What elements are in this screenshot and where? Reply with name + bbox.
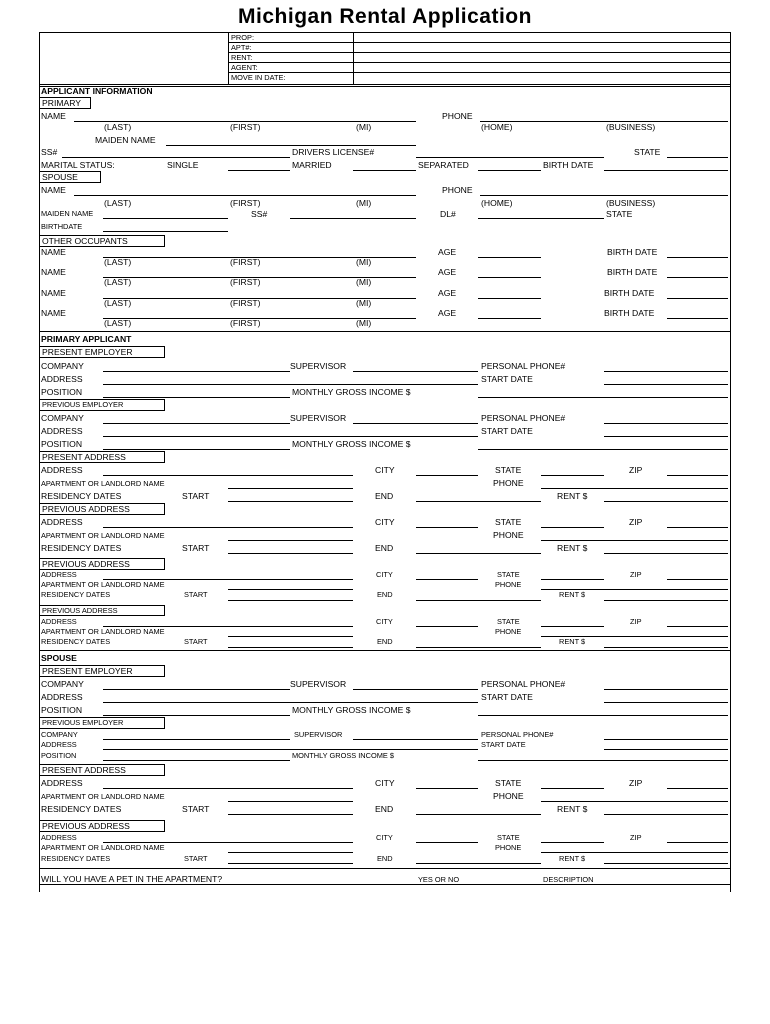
spouse-prev-landlord-phone-field[interactable] bbox=[541, 852, 728, 853]
address-label: ADDRESS bbox=[41, 570, 77, 579]
end-label: END bbox=[375, 491, 394, 501]
header-box bbox=[39, 32, 731, 87]
zip-label: ZIP bbox=[629, 517, 643, 527]
state-label: STATE bbox=[495, 517, 522, 527]
last-caption: (LAST) bbox=[104, 257, 132, 267]
spouse-state-field[interactable] bbox=[541, 788, 604, 789]
prev-employer-address-field[interactable] bbox=[103, 436, 478, 437]
state-label: STATE bbox=[495, 465, 522, 475]
residency-dates-label: RESIDENCY DATES bbox=[41, 804, 122, 814]
prev-landlord-phone-1-field[interactable] bbox=[541, 540, 728, 541]
section-divider bbox=[39, 868, 731, 869]
spouse-ss-label: SS# bbox=[251, 209, 268, 219]
landlord-label: APARTMENT OR LANDLORD NAME bbox=[41, 627, 165, 636]
single-field[interactable] bbox=[228, 170, 290, 171]
residency-dates-label: RESIDENCY DATES bbox=[41, 543, 122, 553]
monthly-income-label: MONTHLY GROSS INCOME $ bbox=[292, 439, 411, 449]
prev-end-3-field[interactable] bbox=[416, 647, 541, 648]
prev-city-3-field[interactable] bbox=[416, 626, 478, 627]
separated-label: SEPARATED bbox=[418, 160, 469, 170]
landlord-label: APARTMENT OR LANDLORD NAME bbox=[41, 479, 165, 488]
spouse-phone-field[interactable] bbox=[480, 195, 728, 196]
last-caption: (LAST) bbox=[104, 318, 132, 328]
prev-state-2-field[interactable] bbox=[541, 579, 604, 580]
married-label: MARRIED bbox=[292, 160, 332, 170]
apt-label: APT#: bbox=[231, 43, 252, 52]
last-caption: (LAST) bbox=[104, 277, 132, 287]
spouse-prev-personal-phone-field[interactable] bbox=[604, 739, 728, 740]
rent-label: RENT $ bbox=[559, 590, 586, 599]
zip-label: ZIP bbox=[629, 778, 643, 788]
rent-label: RENT: bbox=[231, 53, 253, 62]
spouse-zip-field[interactable] bbox=[667, 788, 728, 789]
occupant-name-label: NAME bbox=[41, 267, 66, 277]
company-field[interactable] bbox=[103, 371, 290, 372]
last-caption: (LAST) bbox=[104, 122, 132, 132]
prev-end-1-field[interactable] bbox=[416, 553, 541, 554]
previous-address-label: PREVIOUS ADDRESS bbox=[42, 504, 130, 514]
landlord-label: APARTMENT OR LANDLORD NAME bbox=[41, 792, 165, 801]
prev-landlord-2-field[interactable] bbox=[228, 589, 353, 590]
start-label: START bbox=[184, 637, 208, 646]
spouse-supervisor-field[interactable] bbox=[353, 689, 478, 690]
first-caption: (FIRST) bbox=[230, 257, 261, 267]
other-occupants-label: OTHER OCCUPANTS bbox=[42, 236, 128, 246]
yes-or-no-label: YES OR NO bbox=[418, 875, 460, 884]
state-label: STATE bbox=[495, 778, 522, 788]
zip-label: ZIP bbox=[629, 465, 643, 475]
previous-address-label: PREVIOUS ADDRESS bbox=[42, 821, 130, 831]
address-label: ADDRESS bbox=[41, 740, 77, 749]
spouse-residency-end-field[interactable] bbox=[416, 814, 541, 815]
state-label: STATE bbox=[497, 570, 520, 579]
address-label: ADDRESS bbox=[41, 374, 83, 384]
spouse-prev-address-field[interactable] bbox=[103, 749, 478, 750]
city-field[interactable] bbox=[416, 475, 478, 476]
spouse-birthdate-field[interactable] bbox=[103, 231, 228, 232]
city-label: CITY bbox=[375, 778, 395, 788]
rent-label: RENT $ bbox=[557, 543, 588, 553]
prev-city-2-field[interactable] bbox=[416, 579, 478, 580]
occupant-3-age-field[interactable] bbox=[478, 298, 541, 299]
supervisor-label: SUPERVISOR bbox=[290, 679, 347, 689]
first-caption: (FIRST) bbox=[230, 198, 261, 208]
address-label: ADDRESS bbox=[41, 692, 83, 702]
state-label: STATE bbox=[634, 147, 661, 157]
spouse-maiden-name-field[interactable] bbox=[103, 218, 228, 219]
primary-birth-date-field[interactable] bbox=[604, 170, 728, 171]
separated-field[interactable] bbox=[478, 170, 541, 171]
occupant-name-label: NAME bbox=[41, 288, 66, 298]
city-label: CITY bbox=[375, 465, 395, 475]
personal-phone-label: PERSONAL PHONE# bbox=[481, 361, 566, 371]
mi-caption: (MI) bbox=[356, 257, 372, 267]
city-label: CITY bbox=[376, 570, 393, 579]
ss-field[interactable] bbox=[62, 157, 290, 158]
spouse-position-field[interactable] bbox=[103, 715, 290, 716]
phone-label: PHONE bbox=[493, 791, 524, 801]
occupant-name-label: NAME bbox=[41, 247, 66, 257]
start-date-label: START DATE bbox=[481, 740, 526, 749]
phone-label: PHONE bbox=[495, 843, 522, 852]
spouse-employer-address-field[interactable] bbox=[103, 702, 478, 703]
prev-start-2-field[interactable] bbox=[228, 600, 353, 601]
start-date-label: START DATE bbox=[481, 374, 533, 384]
marital-status-label: MARITAL STATUS: bbox=[41, 160, 115, 170]
spouse-name-label: NAME bbox=[41, 185, 66, 195]
primary-phone-field[interactable] bbox=[480, 121, 728, 122]
occupant-1-age-field[interactable] bbox=[478, 257, 541, 258]
prev-end-2-field[interactable] bbox=[416, 600, 541, 601]
last-caption: (LAST) bbox=[104, 298, 132, 308]
spouse-rent-field[interactable] bbox=[604, 814, 728, 815]
spouse-start-date-field[interactable] bbox=[604, 702, 728, 703]
position-field[interactable] bbox=[103, 397, 290, 398]
header-divider bbox=[228, 32, 229, 84]
address-label: ADDRESS bbox=[41, 426, 83, 436]
prev-landlord-3-field[interactable] bbox=[228, 636, 353, 637]
company-label: COMPANY bbox=[41, 413, 84, 423]
drivers-license-field[interactable] bbox=[416, 157, 604, 158]
occupant-4-birth-field[interactable] bbox=[667, 318, 728, 319]
prev-start-date-field[interactable] bbox=[604, 436, 728, 437]
name-label: NAME bbox=[41, 111, 66, 121]
section-primary-applicant: PRIMARY APPLICANT bbox=[41, 334, 132, 344]
previous-address-label: PREVIOUS ADDRESS bbox=[42, 559, 130, 569]
present-address-label: PRESENT ADDRESS bbox=[42, 452, 126, 462]
drivers-license-label: DRIVERS LICENSE# bbox=[292, 147, 375, 157]
rent-label: RENT $ bbox=[559, 854, 586, 863]
header-divider bbox=[353, 32, 354, 84]
prev-rent-1-field[interactable] bbox=[604, 553, 728, 554]
phone-label: PHONE bbox=[495, 627, 522, 636]
employer-address-field[interactable] bbox=[103, 384, 478, 385]
supervisor-label: SUPERVISOR bbox=[290, 361, 347, 371]
prev-personal-phone-field[interactable] bbox=[604, 423, 728, 424]
zip-label: ZIP bbox=[630, 833, 642, 842]
spouse-prev-start-field[interactable] bbox=[228, 863, 353, 864]
business-caption: (BUSINESS) bbox=[606, 122, 656, 132]
occupant-1-birth-field[interactable] bbox=[667, 257, 728, 258]
end-label: END bbox=[377, 590, 393, 599]
landlord-phone-field[interactable] bbox=[541, 488, 728, 489]
supervisor-label: SUPERVISOR bbox=[294, 730, 343, 739]
spouse-label: SPOUSE bbox=[42, 172, 78, 182]
first-caption: (FIRST) bbox=[230, 277, 261, 287]
section-applicant-information: APPLICANT INFORMATION bbox=[41, 86, 153, 96]
birth-date-label: BIRTH DATE bbox=[543, 160, 594, 170]
prev-zip-2-field[interactable] bbox=[667, 579, 728, 580]
rent-label: RENT $ bbox=[557, 491, 588, 501]
first-caption: (FIRST) bbox=[230, 298, 261, 308]
zip-field[interactable] bbox=[667, 475, 728, 476]
residency-end-field[interactable] bbox=[416, 501, 541, 502]
position-label: POSITION bbox=[41, 705, 83, 715]
occupant-4-age-field[interactable] bbox=[478, 318, 541, 319]
mi-caption: (MI) bbox=[356, 298, 372, 308]
present-address-field[interactable] bbox=[103, 475, 353, 476]
start-label: START bbox=[182, 543, 210, 553]
spouse-dl-field[interactable] bbox=[478, 218, 604, 219]
residency-start-field[interactable] bbox=[228, 501, 353, 502]
prev-position-field[interactable] bbox=[103, 449, 290, 450]
spouse-name-field[interactable] bbox=[74, 195, 416, 196]
prev-state-3-field[interactable] bbox=[541, 626, 604, 627]
state-field[interactable] bbox=[541, 475, 604, 476]
address-label: ADDRESS bbox=[41, 778, 83, 788]
address-label: ADDRESS bbox=[41, 617, 77, 626]
move-in-date-label: MOVE IN DATE: bbox=[231, 73, 286, 82]
agent-label: AGENT: bbox=[231, 63, 258, 72]
prev-zip-1-field[interactable] bbox=[667, 527, 728, 528]
occupant-age-label: AGE bbox=[438, 267, 457, 277]
zip-label: ZIP bbox=[630, 570, 642, 579]
present-address-label: PRESENT ADDRESS bbox=[42, 765, 126, 775]
city-label: CITY bbox=[375, 517, 395, 527]
previous-address-label: PREVIOUS ADDRESS bbox=[42, 606, 118, 615]
spouse-prev-city-field[interactable] bbox=[416, 842, 478, 843]
occupant-age-label: AGE bbox=[438, 308, 457, 318]
landlord-field[interactable] bbox=[228, 488, 353, 489]
start-date-label: START DATE bbox=[481, 426, 533, 436]
prev-rent-3-field[interactable] bbox=[604, 647, 728, 648]
prev-company-field[interactable] bbox=[103, 423, 290, 424]
spouse-prev-landlord-field[interactable] bbox=[228, 852, 353, 853]
phone-label: PHONE bbox=[442, 111, 473, 121]
zip-label: ZIP bbox=[630, 617, 642, 626]
phone-label: PHONE bbox=[495, 580, 522, 589]
occupant-birth-date-label: BIRTH DATE bbox=[604, 288, 655, 298]
start-label: START bbox=[184, 590, 208, 599]
end-label: END bbox=[375, 543, 394, 553]
supervisor-field[interactable] bbox=[353, 371, 478, 372]
address-label: ADDRESS bbox=[41, 833, 77, 842]
occupant-3-birth-field[interactable] bbox=[667, 298, 728, 299]
maiden-name-field[interactable] bbox=[166, 145, 416, 146]
state-label: STATE bbox=[497, 617, 520, 626]
previous-employer-label: PREVIOUS EMPLOYER bbox=[42, 400, 124, 409]
spouse-state-label: STATE bbox=[606, 209, 633, 219]
frame-right bbox=[730, 84, 731, 892]
prev-landlord-1-field[interactable] bbox=[228, 540, 353, 541]
monthly-income-field[interactable] bbox=[478, 397, 728, 398]
dl-state-field[interactable] bbox=[667, 157, 728, 158]
address-label: ADDRESS bbox=[41, 517, 83, 527]
position-label: POSITION bbox=[41, 387, 83, 397]
landlord-label: APARTMENT OR LANDLORD NAME bbox=[41, 531, 165, 540]
prev-rent-2-field[interactable] bbox=[604, 600, 728, 601]
city-label: CITY bbox=[376, 617, 393, 626]
business-caption: (BUSINESS) bbox=[606, 198, 656, 208]
pet-question: WILL YOU HAVE A PET IN THE APARTMENT? bbox=[41, 874, 223, 884]
prev-state-1-field[interactable] bbox=[541, 527, 604, 528]
occupant-birth-date-label: BIRTH DATE bbox=[607, 267, 658, 277]
start-label: START bbox=[182, 491, 210, 501]
spouse-prev-start-date-field[interactable] bbox=[604, 749, 728, 750]
residency-dates-label: RESIDENCY DATES bbox=[41, 637, 111, 646]
prev-monthly-income-field[interactable] bbox=[478, 449, 728, 450]
occupant-2-birth-field[interactable] bbox=[667, 277, 728, 278]
personal-phone-label: PERSONAL PHONE# bbox=[481, 730, 554, 739]
monthly-income-label: MONTHLY GROSS INCOME $ bbox=[292, 705, 411, 715]
position-label: POSITION bbox=[41, 751, 77, 760]
previous-employer-label: PREVIOUS EMPLOYER bbox=[42, 718, 124, 727]
residency-dates-label: RESIDENCY DATES bbox=[41, 590, 111, 599]
spouse-company-field[interactable] bbox=[103, 689, 290, 690]
rent-field[interactable] bbox=[604, 501, 728, 502]
spouse-prev-company-field[interactable] bbox=[103, 739, 290, 740]
single-label: SINGLE bbox=[167, 160, 199, 170]
residency-dates-label: RESIDENCY DATES bbox=[41, 491, 122, 501]
spouse-ss-field[interactable] bbox=[290, 218, 416, 219]
section-spouse: SPOUSE bbox=[41, 653, 77, 663]
occupant-age-label: AGE bbox=[438, 288, 457, 298]
start-date-label: START DATE bbox=[481, 692, 533, 702]
residency-dates-label: RESIDENCY DATES bbox=[41, 854, 111, 863]
spouse-prev-end-field[interactable] bbox=[416, 863, 541, 864]
supervisor-label: SUPERVISOR bbox=[290, 413, 347, 423]
spouse-landlord-field[interactable] bbox=[228, 801, 353, 802]
pet-field-line[interactable] bbox=[39, 884, 731, 885]
spouse-maiden-name-label: MAIDEN NAME bbox=[41, 209, 94, 218]
phone-label: PHONE bbox=[493, 478, 524, 488]
personal-phone-label: PERSONAL PHONE# bbox=[481, 413, 566, 423]
prev-start-3-field[interactable] bbox=[228, 647, 353, 648]
landlord-label: APARTMENT OR LANDLORD NAME bbox=[41, 843, 165, 852]
spouse-prev-monthly-income-field[interactable] bbox=[478, 760, 728, 761]
rent-label: RENT $ bbox=[557, 804, 588, 814]
start-date-field[interactable] bbox=[604, 384, 728, 385]
spouse-prev-position-field[interactable] bbox=[103, 760, 290, 761]
spouse-prev-supervisor-field[interactable] bbox=[353, 739, 478, 740]
primary-label: PRIMARY bbox=[42, 98, 81, 108]
spouse-birthdate-label: BIRTHDATE bbox=[41, 222, 83, 231]
address-label: ADDRESS bbox=[41, 465, 83, 475]
married-field[interactable] bbox=[353, 170, 416, 171]
rent-label: RENT $ bbox=[559, 637, 586, 646]
mi-caption: (MI) bbox=[356, 122, 372, 132]
monthly-income-label: MONTHLY GROSS INCOME $ bbox=[292, 751, 394, 760]
home-caption: (HOME) bbox=[481, 198, 513, 208]
personal-phone-label: PERSONAL PHONE# bbox=[481, 679, 566, 689]
spouse-prev-state-field[interactable] bbox=[541, 842, 604, 843]
spouse-prev-rent-field[interactable] bbox=[604, 863, 728, 864]
section-divider bbox=[39, 331, 731, 332]
mi-caption: (MI) bbox=[356, 198, 372, 208]
prev-city-1-field[interactable] bbox=[416, 527, 478, 528]
position-label: POSITION bbox=[41, 439, 83, 449]
ss-label: SS# bbox=[41, 147, 58, 157]
personal-phone-field[interactable] bbox=[604, 371, 728, 372]
form-title: Michigan Rental Application bbox=[238, 5, 532, 28]
prev-address-1-field[interactable] bbox=[103, 527, 353, 528]
spouse-landlord-phone-field[interactable] bbox=[541, 801, 728, 802]
prev-supervisor-field[interactable] bbox=[353, 423, 478, 424]
last-caption: (LAST) bbox=[104, 198, 132, 208]
spouse-residency-start-field[interactable] bbox=[228, 814, 353, 815]
occupant-name-label: NAME bbox=[41, 308, 66, 318]
spouse-present-address-field[interactable] bbox=[103, 788, 353, 789]
occupant-2-age-field[interactable] bbox=[478, 277, 541, 278]
spouse-dl-label: DL# bbox=[440, 209, 456, 219]
spouse-phone-label: PHONE bbox=[442, 185, 473, 195]
spouse-city-field[interactable] bbox=[416, 788, 478, 789]
monthly-income-label: MONTHLY GROSS INCOME $ bbox=[292, 387, 411, 397]
spouse-personal-phone-field[interactable] bbox=[604, 689, 728, 690]
company-label: COMPANY bbox=[41, 730, 78, 739]
end-label: END bbox=[377, 854, 393, 863]
prop-label: PROP: bbox=[231, 33, 254, 42]
spouse-monthly-income-field[interactable] bbox=[478, 715, 728, 716]
start-label: START bbox=[182, 804, 210, 814]
occupant-age-label: AGE bbox=[438, 247, 457, 257]
present-employer-label: PRESENT EMPLOYER bbox=[42, 666, 133, 676]
company-label: COMPANY bbox=[41, 361, 84, 371]
city-label: CITY bbox=[376, 833, 393, 842]
maiden-name-label: MAIDEN NAME bbox=[95, 135, 156, 145]
first-caption: (FIRST) bbox=[230, 318, 261, 328]
section-divider bbox=[39, 650, 731, 651]
prev-start-1-field[interactable] bbox=[228, 553, 353, 554]
prev-zip-3-field[interactable] bbox=[667, 626, 728, 627]
start-label: START bbox=[184, 854, 208, 863]
mi-caption: (MI) bbox=[356, 318, 372, 328]
company-label: COMPANY bbox=[41, 679, 84, 689]
mi-caption: (MI) bbox=[356, 277, 372, 287]
occupant-birth-date-label: BIRTH DATE bbox=[604, 308, 655, 318]
state-label: STATE bbox=[497, 833, 520, 842]
end-label: END bbox=[375, 804, 394, 814]
home-caption: (HOME) bbox=[481, 122, 513, 132]
description-label: DESCRIPTION bbox=[543, 875, 594, 884]
end-label: END bbox=[377, 637, 393, 646]
occupant-birth-date-label: BIRTH DATE bbox=[607, 247, 658, 257]
present-employer-label: PRESENT EMPLOYER bbox=[42, 347, 133, 357]
spouse-prev-zip-field[interactable] bbox=[667, 842, 728, 843]
phone-label: PHONE bbox=[493, 530, 524, 540]
first-caption: (FIRST) bbox=[230, 122, 261, 132]
landlord-label: APARTMENT OR LANDLORD NAME bbox=[41, 580, 165, 589]
